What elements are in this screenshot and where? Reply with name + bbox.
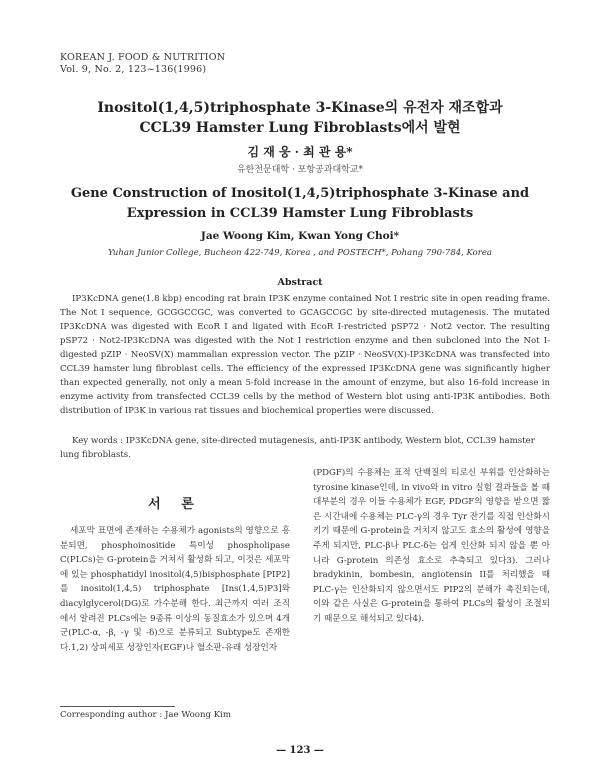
english-title-line2: Expression in CCL39 Hamster Lung Fibroblasts (126, 206, 474, 221)
korean-title-line2: CCL39 Hamster Lung Fibroblasts에서 발현 (139, 120, 461, 136)
keywords: Key words : IP3KcDNA gene, site-directed mutagenesis, anti-IP3K antibody, Western blot, CCL39 hamster lung fibroblasts. (60, 436, 535, 460)
section-heading: 서 론 (148, 497, 202, 512)
english-authors: Jae Woong Kim, Kwan Yong Choi* (200, 230, 400, 242)
english-affiliation: Yuhan Junior College, Bucheon 422-749, Korea , and POSTECH*, Pohang 790-784, Korea (108, 248, 492, 258)
right-column (313, 466, 550, 627)
abstract-heading: Abstract (277, 277, 323, 288)
right-column-text: (PDGF)의 수용체는 표적 단백질의 티로신 부위를 인산화하는 tyrosine kinase인데, in vivo와 in vitro 실험 결과들을 볼 때 대부분의 경우 이들 수용체가 EGF, PDGF의 영향을 받으면 짧은 시간내에 수용체는 PLC-γ의 경우 Tyr 잔기를 직접 인산화시키기 때문에 G-protein을 거치지 않고도 효소의 활성에 영향을 주게 되지만, PLC-β나 PLC-δ는 쉽게 인산화 되지 않을 뿐 아니라 G-protein 의존성 효소로 추측되고 있다3). 그러나 bradykinin, bombesin, angiotensin II를 처리했을 때 PLC-γ는 인산화되지 않으면서도 PIP2의 분해가 촉진되는데, 이와 같은 사실은 G-protein을 통하여 PLCs의 활성이 조절되기 때문으로 해석되고 있다4). (313, 468, 550, 624)
journal-issue: Vol. 9, No. 2, 123~136(1996) (60, 64, 207, 75)
left-column (60, 524, 290, 655)
english-title-line1: Gene Construction of Inositol(1,4,5)triphosphate 3-Kinase and (70, 186, 530, 201)
abstract-text: IP3KcDNA gene(1.8 kbp) encoding rat brain IP3K enzyme contained Not I restric site in open reading frame. The Not I sequence, GCGGCCGC, was converted to GCAGCCGC by site-directed mutagenesis. The mutated IP3KcDNA was digested with EcoR I and ligated with EcoR I-restricted pSP72 · Not2 vector. The resulting pSP72 · Not2-IP3KcDNA was digested with the Not I restriction enzyme and then subcloned into the Not I-digested pZIP · NeoSV(X) mammalian expression vector. The pZIP · NeoSV(X)-IP3KcDNA was transfected into CCL39 hamster lung fibroblast cells. The efficiency of the expressed IP3KcDNA gene was significantly higher than expected generally, not only a mean 5-fold increase in the amount of enzyme, but also 16-fold increase in enzyme activity from transfected CCL39 cells by the method of Western blot using anti-IP3K antibodies. Both distribution of IP3K in various rat tissues and biochemical properties were discussed. (60, 294, 550, 416)
footnote: Corresponding author : Jae Woong Kim (60, 710, 232, 720)
footnote-divider (60, 706, 175, 707)
abstract-body (60, 292, 550, 418)
korean-affiliation: 유한전문대학 · 포항공과대학교* (236, 165, 364, 175)
journal-name: KOREAN J. FOOD & NUTRITION (60, 52, 226, 63)
journal-header (60, 52, 225, 76)
left-column-text: 세포막 표면에 존재하는 수용체가 agonists의 영향으로 흥분되면, phosphoinositide 특이성 phospholipase C(PLCs)는 G-protein을 거쳐서 활성화 되고, 이것은 세포막에 있는 phosphatidyl inositol(4,5)bisphosphate [PIP2]를 inositol(1,4,5) triphosphate [Ins(1,4,5)P3]와 diacylglycerol(DG)로 가수분해 한다. 최근까지 여러 조직에서 알려진 PLCs에는 9종류 이상의 동질효소가 있으며 4개군(PLC-α, -β, -γ 및 -δ)으로 분류되고 Subtype도 존재한다.1,2) 상피세포 성장인자(EGF)나 혈소판-유래 성장인자 (60, 526, 290, 653)
korean-title-line1: Inositol(1,4,5)triphosphate 3-Kinase의 유전자 재조합과 (97, 100, 503, 116)
korean-title (0, 98, 600, 138)
english-title (0, 184, 600, 224)
page-number: — 123 — (276, 745, 324, 756)
korean-authors: 김 재 웅 · 최 관 용* (247, 145, 353, 159)
